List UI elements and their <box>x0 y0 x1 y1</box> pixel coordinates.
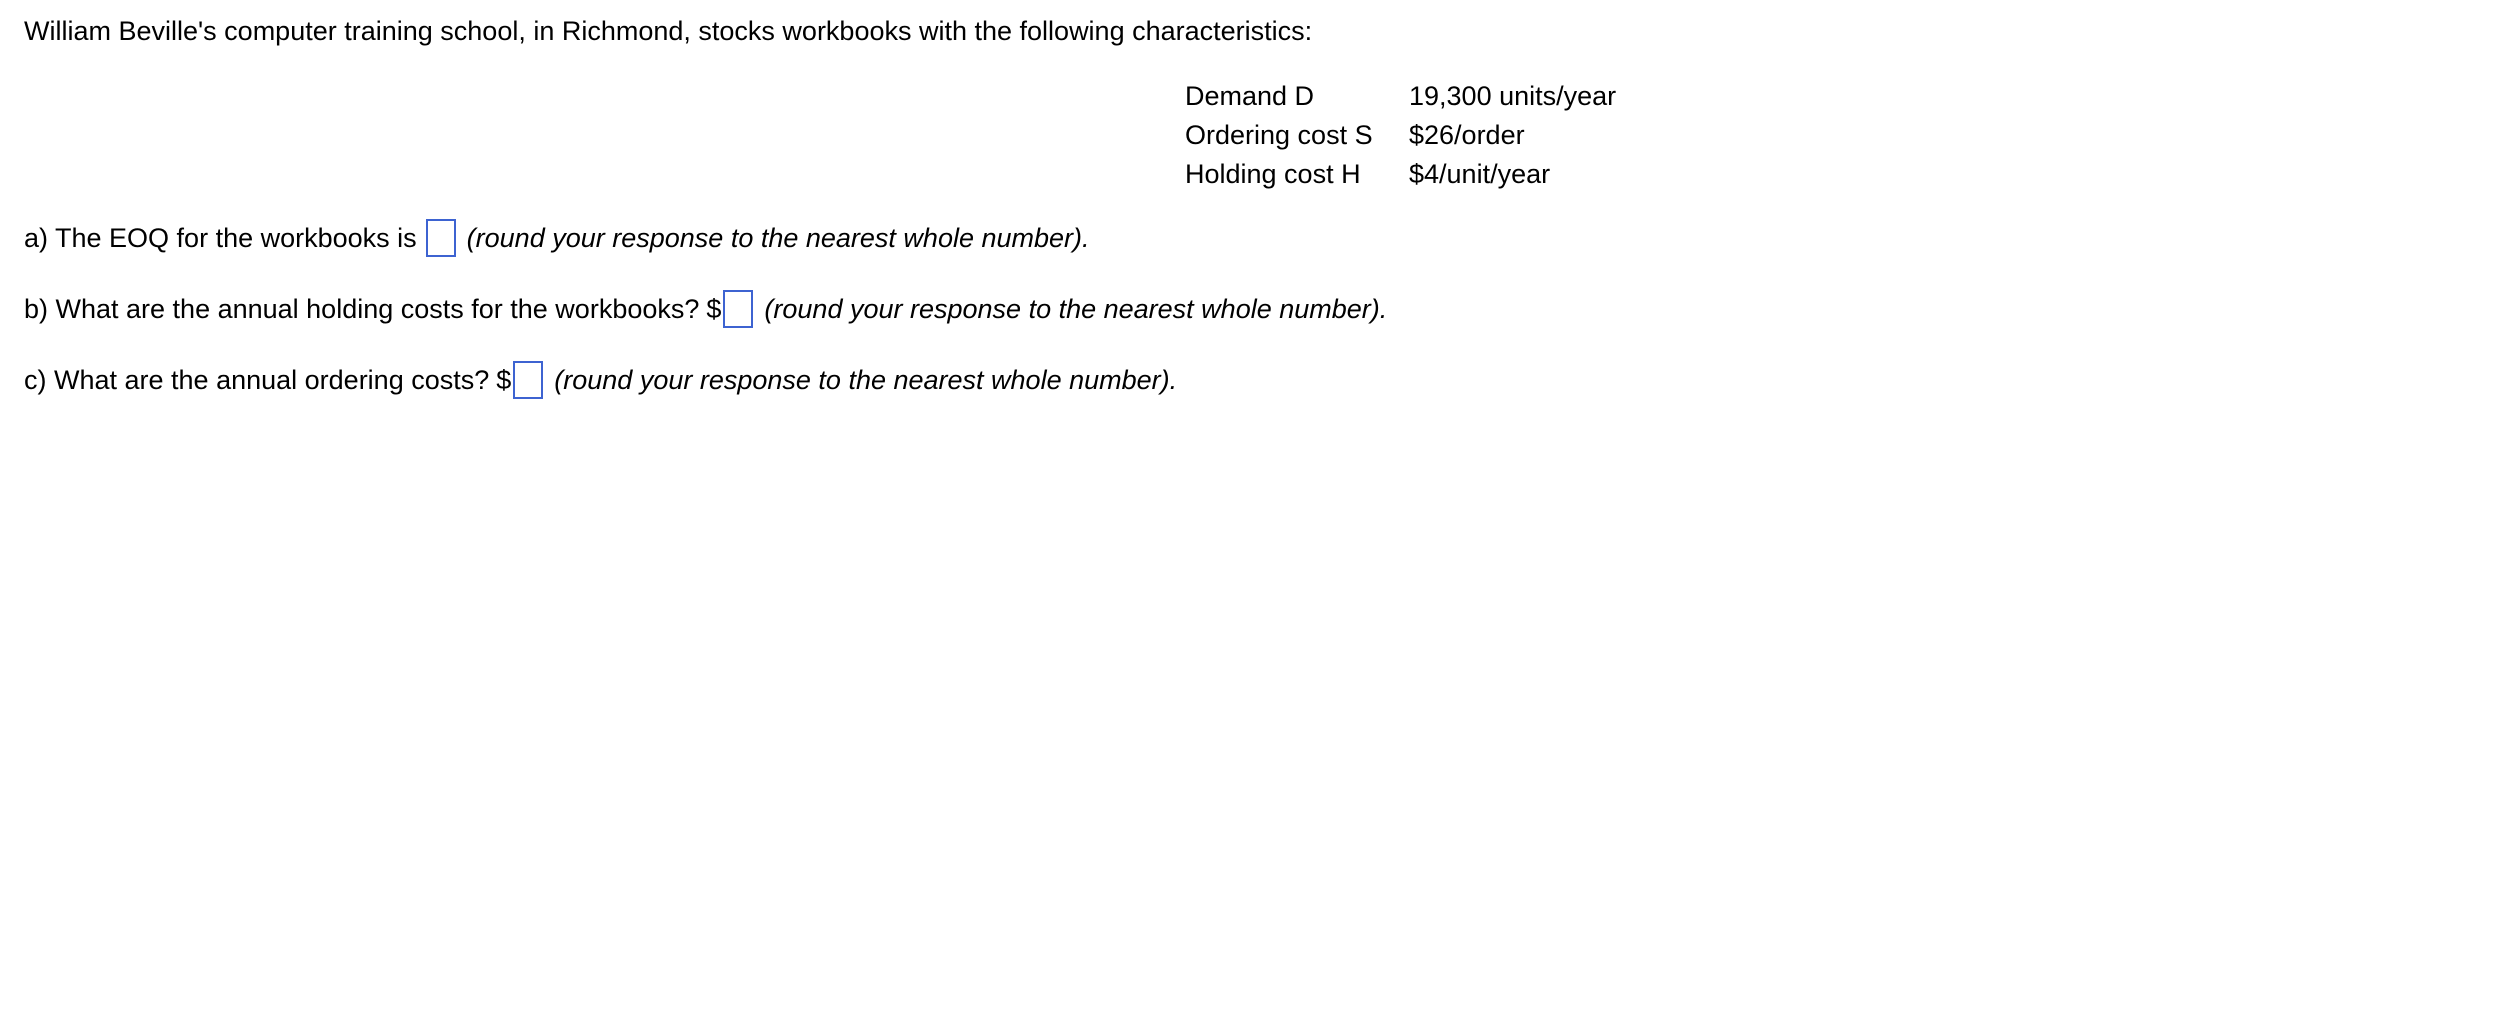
dollar-sign: $ <box>706 293 722 324</box>
ordering-cost-answer-input[interactable] <box>513 361 543 399</box>
parameter-label: Holding cost H <box>1185 159 1361 190</box>
parameter-row-holding-cost <box>1185 155 1616 194</box>
parameter-value: $4/unit/year <box>1409 159 1551 190</box>
question-a-instruction: (round your response to the nearest whole number). <box>466 222 1090 253</box>
holding-cost-answer-input[interactable] <box>723 290 753 328</box>
dollar-sign: $ <box>496 364 512 395</box>
parameter-value: $26/order <box>1409 120 1525 151</box>
eoq-answer-input[interactable] <box>426 219 456 257</box>
parameter-value: 19,300 units/year <box>1409 81 1617 112</box>
parameter-row-ordering-cost <box>1185 116 1616 155</box>
question-a-text: a) The EOQ for the workbooks is <box>24 222 417 253</box>
parameter-label: Demand D <box>1185 81 1315 112</box>
parameter-row-demand <box>1185 77 1616 116</box>
parameters-table <box>1185 77 1616 194</box>
question-c-instruction: (round your response to the nearest whole number). <box>554 364 1178 395</box>
problem-statement: William Beville's computer training school, in Richmond, stocks workbooks with the following characteristics: <box>24 16 1313 46</box>
question-a <box>24 219 1090 257</box>
question-b-text: b) What are the annual holding costs for the workbooks? <box>24 293 700 324</box>
question-c <box>24 361 1177 399</box>
question-b-instruction: (round your response to the nearest whole number). <box>764 293 1388 324</box>
question-b <box>24 290 1387 328</box>
parameter-label: Ordering cost S <box>1185 120 1373 151</box>
question-c-text: c) What are the annual ordering costs? <box>24 364 490 395</box>
